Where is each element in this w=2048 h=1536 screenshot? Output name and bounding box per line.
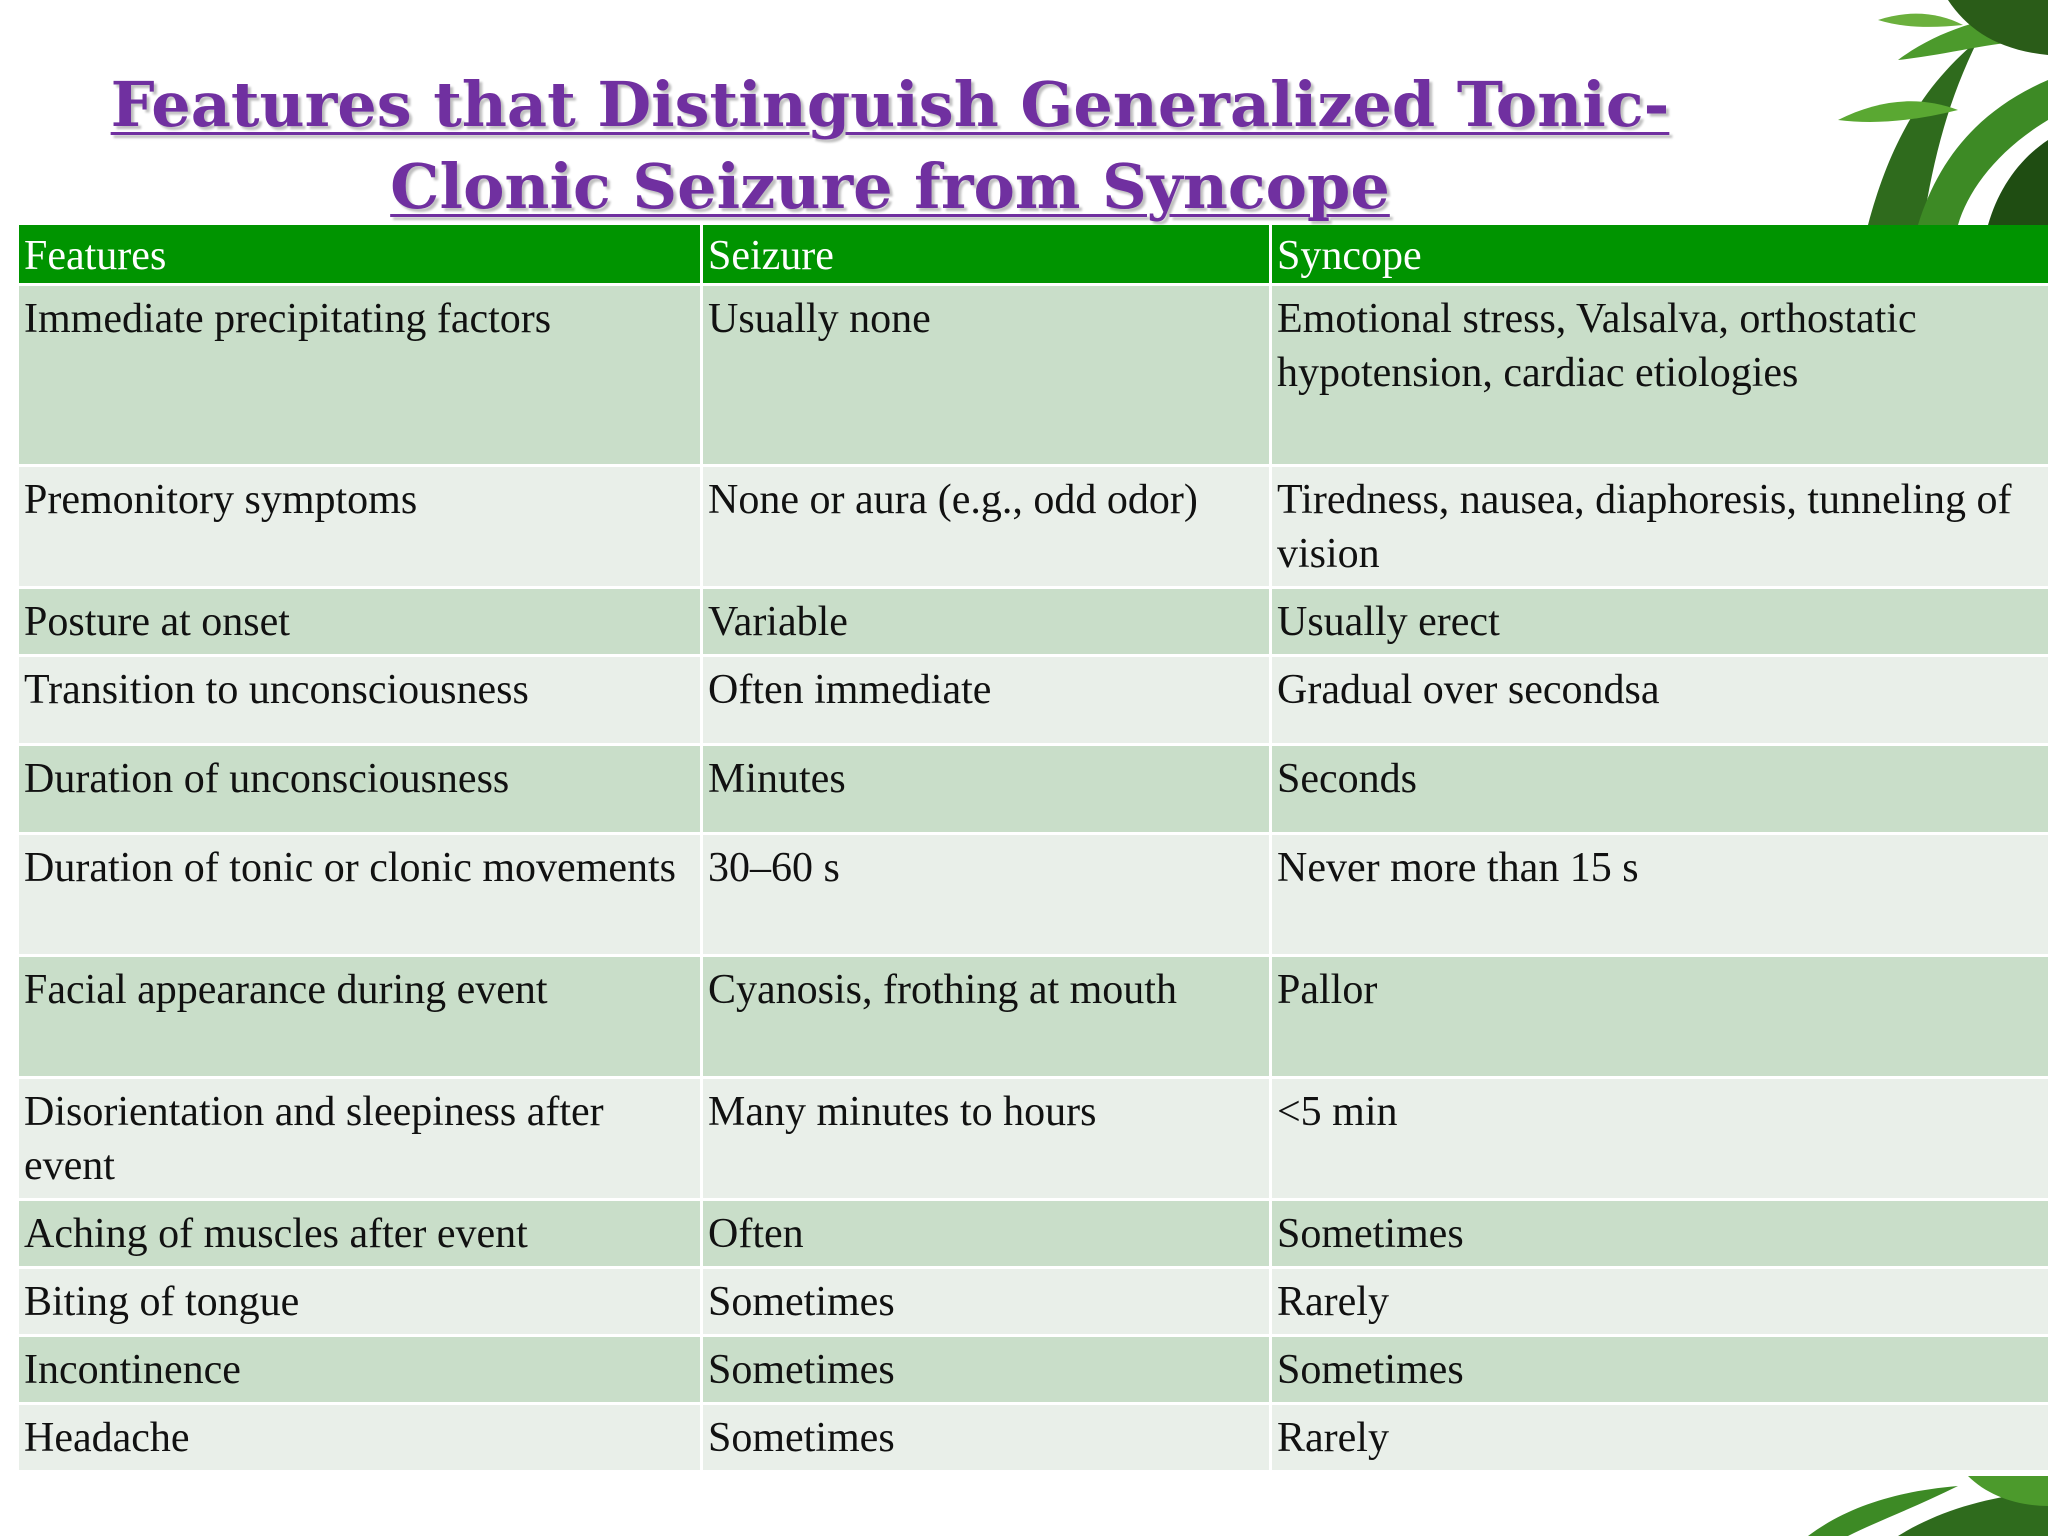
feature-cell: Posture at onset bbox=[19, 589, 700, 654]
table-row bbox=[19, 657, 2048, 743]
table-row bbox=[19, 1269, 2048, 1334]
comparison-table bbox=[16, 222, 2048, 1473]
feature-cell: Disorientation and sleepiness after event bbox=[19, 1079, 700, 1198]
header-syncope: Syncope bbox=[1272, 225, 2048, 283]
table-row bbox=[19, 1201, 2048, 1266]
table-row bbox=[19, 286, 2048, 464]
syncope-cell: Never more than 15 s bbox=[1272, 835, 2048, 954]
syncope-cell: Emotional stress, Valsalva, orthostatic hypotension, cardiac etiologies bbox=[1272, 286, 2048, 464]
seizure-cell: Cyanosis, frothing at mouth bbox=[703, 957, 1269, 1076]
syncope-cell: Pallor bbox=[1272, 957, 2048, 1076]
table-row bbox=[19, 1337, 2048, 1402]
seizure-cell: 30–60 s bbox=[703, 835, 1269, 954]
feature-cell: Premonitory symptoms bbox=[19, 467, 700, 586]
header-features: Features bbox=[19, 225, 700, 283]
feature-cell: Duration of tonic or clonic movements bbox=[19, 835, 700, 954]
feature-cell: Duration of unconsciousness bbox=[19, 746, 700, 832]
slide-title bbox=[0, 64, 1780, 228]
feature-cell: Immediate precipitating factors bbox=[19, 286, 700, 464]
seizure-cell: Often bbox=[703, 1201, 1269, 1266]
feature-cell: Transition to unconsciousness bbox=[19, 657, 700, 743]
table-header-row bbox=[19, 225, 2048, 283]
syncope-cell: Sometimes bbox=[1272, 1201, 2048, 1266]
syncope-cell: Rarely bbox=[1272, 1405, 2048, 1470]
seizure-cell: Sometimes bbox=[703, 1405, 1269, 1470]
seizure-cell: None or aura (e.g., odd odor) bbox=[703, 467, 1269, 586]
seizure-cell: Minutes bbox=[703, 746, 1269, 832]
syncope-cell: Sometimes bbox=[1272, 1337, 2048, 1402]
table-row bbox=[19, 1405, 2048, 1470]
table-row bbox=[19, 467, 2048, 586]
table-row bbox=[19, 746, 2048, 832]
feature-cell: Facial appearance during event bbox=[19, 957, 700, 1076]
seizure-cell: Often immediate bbox=[703, 657, 1269, 743]
table-row bbox=[19, 1079, 2048, 1198]
header-seizure: Seizure bbox=[703, 225, 1269, 283]
seizure-cell: Variable bbox=[703, 589, 1269, 654]
syncope-cell: Usually erect bbox=[1272, 589, 2048, 654]
slide-title-line-1: Features that Distinguish Generalized Tonic- bbox=[110, 68, 1670, 141]
syncope-cell: <5 min bbox=[1272, 1079, 2048, 1198]
syncope-cell: Tiredness, nausea, diaphoresis, tunneling of vision bbox=[1272, 467, 2048, 586]
table-row bbox=[19, 957, 2048, 1076]
bamboo-leaves-decoration bbox=[1748, 0, 2048, 225]
syncope-cell: Rarely bbox=[1272, 1269, 2048, 1334]
feature-cell: Biting of tongue bbox=[19, 1269, 700, 1334]
feature-cell: Aching of muscles after event bbox=[19, 1201, 700, 1266]
bamboo-leaves-decoration-bottom bbox=[1788, 1476, 2048, 1536]
seizure-cell: Sometimes bbox=[703, 1337, 1269, 1402]
feature-cell: Headache bbox=[19, 1405, 700, 1470]
syncope-cell: Gradual over secondsa bbox=[1272, 657, 2048, 743]
slide-title-line-2: Clonic Seizure from Syncope bbox=[390, 150, 1390, 223]
seizure-cell: Many minutes to hours bbox=[703, 1079, 1269, 1198]
seizure-cell: Sometimes bbox=[703, 1269, 1269, 1334]
feature-cell: Incontinence bbox=[19, 1337, 700, 1402]
syncope-cell: Seconds bbox=[1272, 746, 2048, 832]
seizure-cell: Usually none bbox=[703, 286, 1269, 464]
table-row bbox=[19, 835, 2048, 954]
table-row bbox=[19, 589, 2048, 654]
